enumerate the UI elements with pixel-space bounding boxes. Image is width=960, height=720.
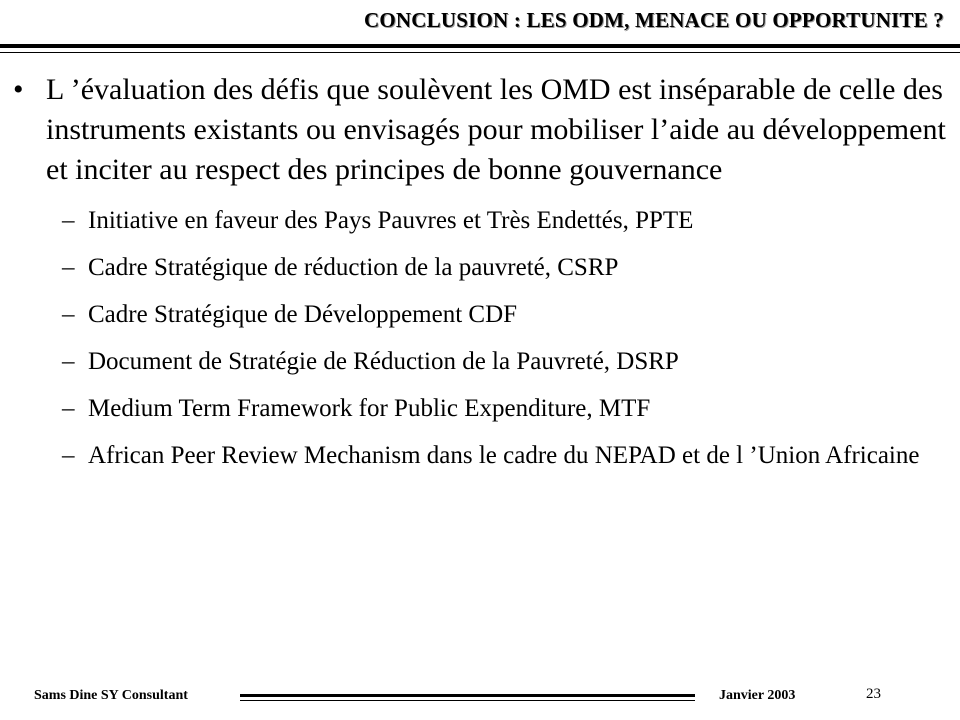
sub-bullet-item <box>0 392 960 425</box>
footer-date: Janvier 2003 <box>719 688 796 703</box>
sub-bullet-item <box>0 251 960 284</box>
dash-icon: – <box>62 254 75 281</box>
sub-bullet-text: Medium Term Framework for Public Expenditure, MTF <box>88 395 651 422</box>
dash-icon: – <box>62 301 75 328</box>
sub-bullet-text: Cadre Stratégique de réduction de la pauvreté, CSRP <box>88 254 619 281</box>
dash-icon: – <box>62 207 75 234</box>
slide-title: CONCLUSION : LES ODM, MENACE OU OPPORTUNITE ? <box>364 8 944 32</box>
dash-icon: – <box>62 348 75 375</box>
main-bullet-text: L ’évaluation des défis que soulèvent les OMD est inséparable de celle des instruments existants ou envisagés pour mobiliser l’aide au développement et inciter au respect des principes de bonne gouvernance <box>46 73 946 186</box>
page-number: 23 <box>866 686 881 702</box>
sub-bullet-list <box>0 204 960 472</box>
dash-icon: – <box>62 395 75 422</box>
bullet-dot-icon: • <box>13 73 24 106</box>
sub-bullet-item <box>0 345 960 378</box>
sub-bullet-text: Initiative en faveur des Pays Pauvres et Très Endettés, PPTE <box>88 207 694 234</box>
sub-bullet-item <box>0 439 960 472</box>
footer-divider-thin <box>240 700 695 701</box>
title-divider-thin <box>0 52 960 53</box>
dash-icon: – <box>62 442 75 469</box>
sub-bullet-item <box>0 204 960 237</box>
title-divider-thick <box>0 44 960 48</box>
sub-bullet-text: Document de Stratégie de Réduction de la Pauvreté, DSRP <box>88 348 679 375</box>
slide-content <box>0 70 960 486</box>
footer-divider-thick <box>240 694 695 697</box>
main-bullet <box>0 70 960 190</box>
slide-footer <box>0 686 960 710</box>
sub-bullet-text: Cadre Stratégique de Développement CDF <box>88 301 518 328</box>
footer-author: Sams Dine SY Consultant <box>34 688 188 703</box>
sub-bullet-item <box>0 298 960 331</box>
sub-bullet-text: African Peer Review Mechanism dans le cadre du NEPAD et de l ’Union Africaine <box>88 442 920 469</box>
